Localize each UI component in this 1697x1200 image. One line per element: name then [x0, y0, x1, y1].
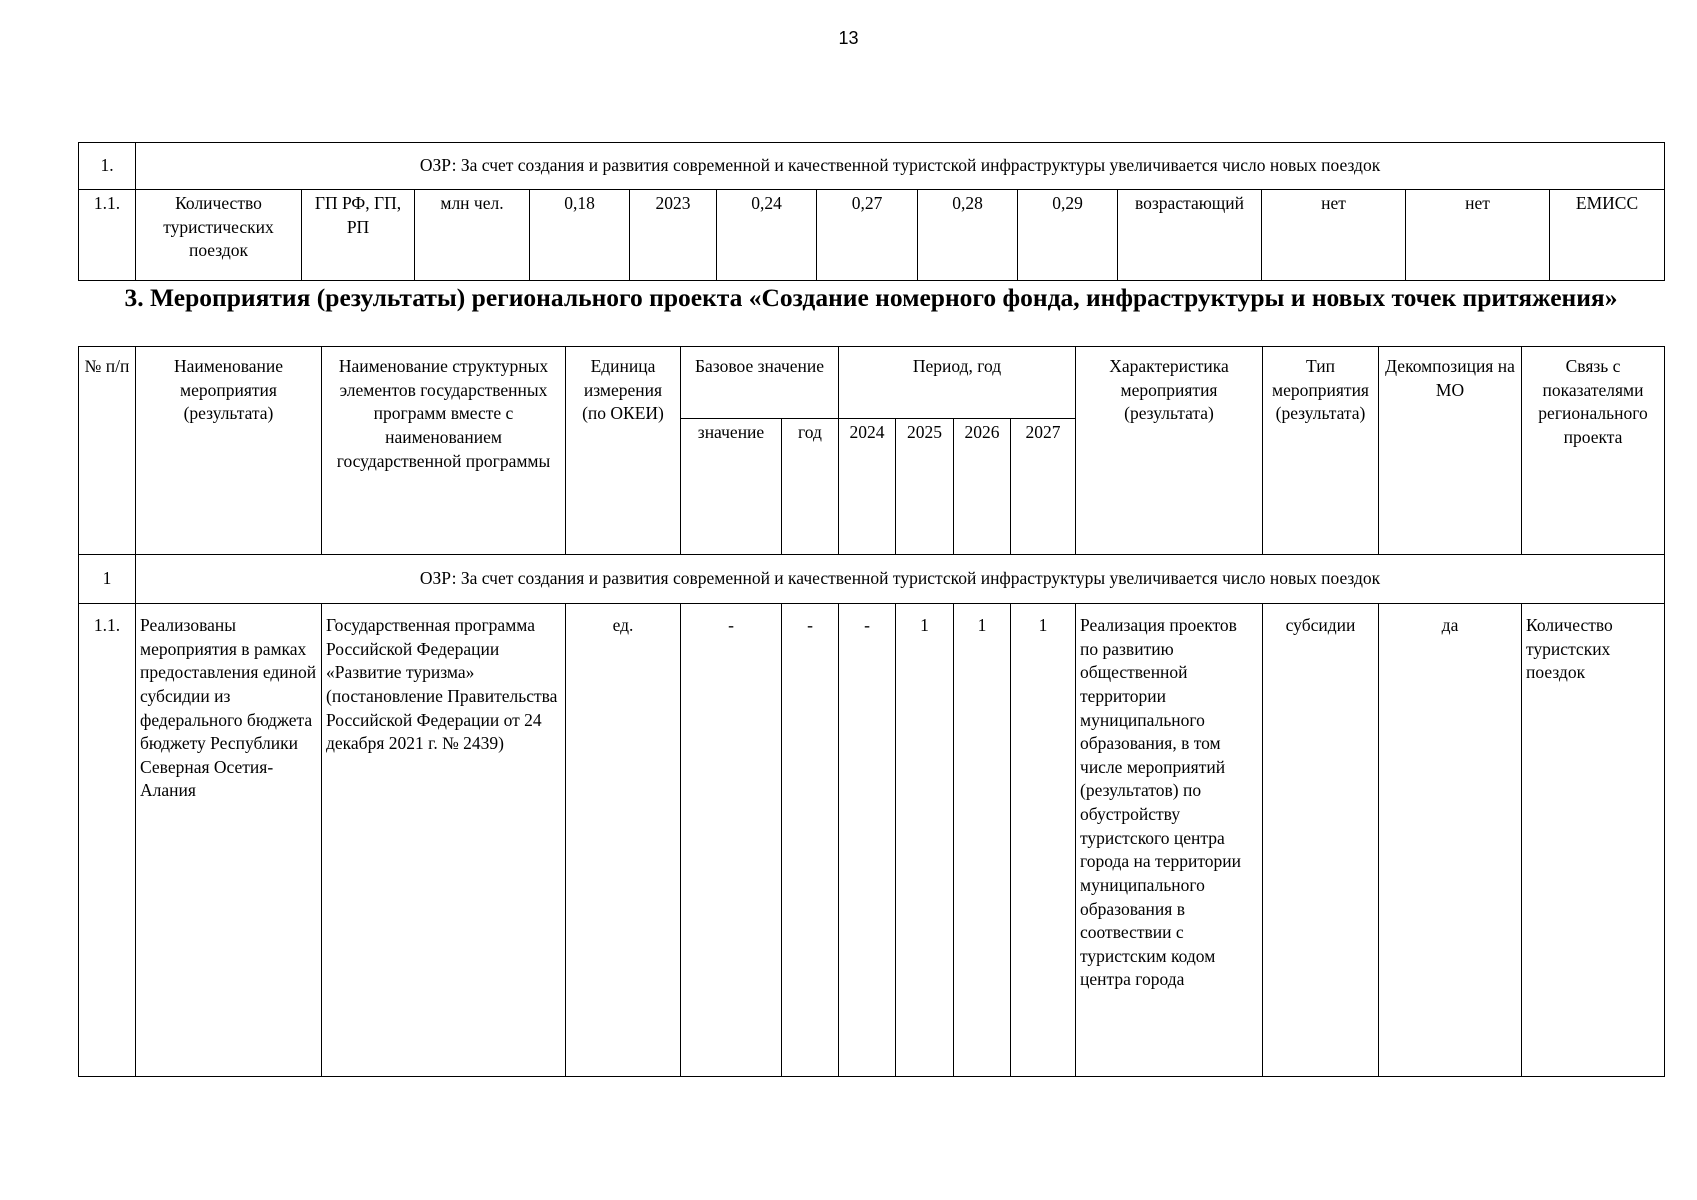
- activity-base-value: -: [681, 604, 782, 1077]
- header-year-2026: 2026: [954, 419, 1011, 555]
- activities-table: [78, 346, 1665, 1077]
- header-period: Период, год: [839, 347, 1076, 419]
- table-row: [79, 143, 1665, 190]
- header-type: Тип мероприятия (результата): [1263, 347, 1379, 555]
- header-year-2027: 2027: [1011, 419, 1076, 555]
- value-2025: 0,27: [817, 190, 918, 281]
- table-row: [79, 190, 1665, 281]
- goal-row-text: ОЗР: За счет создания и развития современной и качественной туристской инфраструктуры увеличивается число новых поездок: [136, 555, 1665, 604]
- indicator-unit: млн чел.: [415, 190, 530, 281]
- activity-2027: 1: [1011, 604, 1076, 1077]
- table-row: [79, 555, 1665, 604]
- activity-structural: Государственная программа Российской Федерации «Развитие туризма» (постановление Правительства Российской Федерации от 24 декабря 2021 г. № 2439): [322, 604, 566, 1077]
- activity-name: Реализованы мероприятия в рамках предоставления единой субсидии из федерального бюджета бюджету Республики Северная Осетия-Алания: [136, 604, 322, 1077]
- indicators-table: [78, 142, 1665, 281]
- activity-link: Количество туристских поездок: [1522, 604, 1665, 1077]
- goal-row-text: ОЗР: За счет создания и развития современной и качественной туристской инфраструктуры увеличивается число новых поездок: [136, 143, 1665, 190]
- value-2027: 0,29: [1018, 190, 1118, 281]
- activity-characteristic: Реализация проектов по развитию общественной территории муниципального образования, в том числе мероприятий (результатов) по обустройству туристского центра города на территории муниципального образования в соотвествии с туристским кодом центра города: [1076, 604, 1263, 1077]
- activity-2026: 1: [954, 604, 1011, 1077]
- header-name: Наименование мероприятия (результата): [136, 347, 322, 555]
- header-year-2024: 2024: [839, 419, 896, 555]
- indicator-source: ЕМИСС: [1550, 190, 1665, 281]
- indicator-col12: нет: [1262, 190, 1406, 281]
- indicator-col13: нет: [1406, 190, 1550, 281]
- header-structural: Наименование структурных элементов государственных программ вместе с наименованием государственной программы: [322, 347, 566, 555]
- base-year: 2023: [630, 190, 717, 281]
- page-number: 13: [838, 28, 859, 48]
- header-num: № п/п: [79, 347, 136, 555]
- row-number: 1.1.: [79, 190, 136, 281]
- indicator-name: Количество туристических поездок: [136, 190, 302, 281]
- header-link: Связь с показателями регионального проекта: [1522, 347, 1665, 555]
- header-base-value: значение: [681, 419, 782, 555]
- activity-unit: ед.: [566, 604, 681, 1077]
- value-2026: 0,28: [918, 190, 1018, 281]
- activity-base-year: -: [782, 604, 839, 1077]
- section-title: 3. Мероприятия (результаты) регионального проекта «Создание номерного фонда, инфраструктуры и новых точек притяжения»: [124, 283, 1618, 312]
- header-year-2025: 2025: [896, 419, 954, 555]
- activity-2024: -: [839, 604, 896, 1077]
- activity-decomposition: да: [1379, 604, 1522, 1077]
- header-unit: Единица измерения (по ОКЕИ): [566, 347, 681, 555]
- activity-2025: 1: [896, 604, 954, 1077]
- table-header-row: [79, 347, 1665, 419]
- base-value: 0,18: [530, 190, 630, 281]
- activity-type: субсидии: [1263, 604, 1379, 1077]
- indicator-level: ГП РФ, ГП, РП: [302, 190, 415, 281]
- header-base-year: год: [782, 419, 839, 555]
- indicator-trend: возрастающий: [1118, 190, 1262, 281]
- row-number: 1.: [79, 143, 136, 190]
- table-row: [79, 604, 1665, 1077]
- row-number: 1.1.: [79, 604, 136, 1077]
- header-decomposition: Декомпозиция на МО: [1379, 347, 1522, 555]
- value-2024: 0,24: [717, 190, 817, 281]
- header-characteristic: Характеристика мероприятия (результата): [1076, 347, 1263, 555]
- row-number: 1: [79, 555, 136, 604]
- header-base: Базовое значение: [681, 347, 839, 419]
